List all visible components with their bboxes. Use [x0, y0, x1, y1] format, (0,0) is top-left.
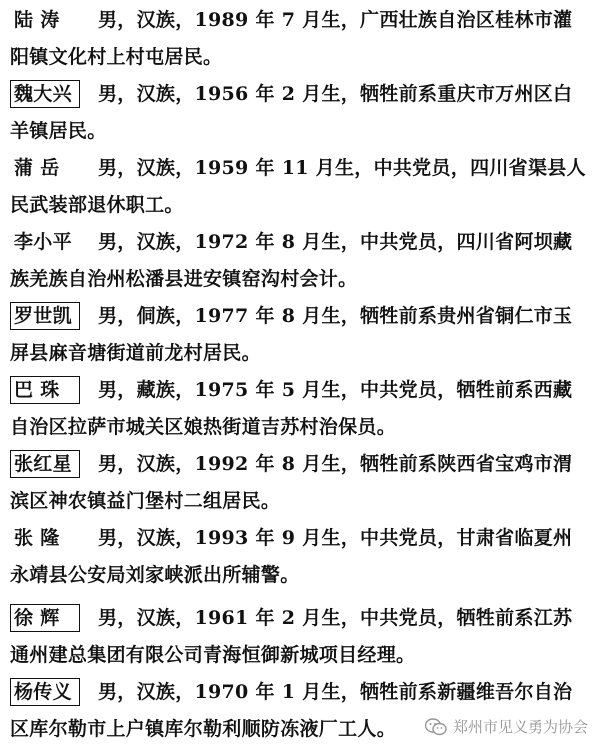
entry-text: 男，汉族，1970 年 1 月生，牺牲前系新疆维吾尔自治	[98, 681, 573, 703]
entry-text: 男，汉族，1956 年 2 月生，牺牲前系重庆市万州区白	[98, 83, 573, 105]
entry-line-2: 通州建总集团有限公司青海恒御新城项目经理。	[10, 644, 416, 666]
entry-text: 男，汉族，1972 年 8 月生，中共党员，四川省阿坝藏	[98, 231, 573, 253]
entry-line-1	[10, 674, 585, 711]
person-name: 蒲 岳	[14, 157, 60, 179]
entry	[10, 298, 585, 372]
entry-line-1	[10, 2, 585, 39]
entry-line-2: 羊镇居民。	[10, 120, 107, 142]
person-name: 罗世凯	[10, 302, 80, 330]
entry	[10, 150, 585, 224]
entry	[10, 372, 585, 446]
entry-text: 男，汉族，1993 年 9 月生，中共党员，甘肃省临夏州	[98, 527, 573, 549]
entry-line-1	[10, 224, 585, 261]
entry-line-2: 民武装部退休职工。	[10, 194, 184, 216]
entry-line-2: 区库尔勒市上户镇库尔勒利顺防冻液厂工人。	[10, 718, 397, 740]
entry-line-1	[10, 76, 585, 113]
entry-line-1	[10, 446, 585, 483]
entry-line-1	[10, 372, 585, 409]
entry-line-1	[10, 298, 585, 335]
entry-line-2: 滨区神农镇益门堡村二组居民。	[10, 490, 281, 512]
person-name: 李小平	[14, 231, 72, 253]
entry-line-2: 族羌族自治州松潘县进安镇窑沟村会计。	[10, 268, 358, 290]
person-name: 徐 辉	[10, 604, 80, 632]
person-name: 张 隆	[14, 527, 60, 549]
entry-text: 男，侗族，1977 年 8 月生，牺牲前系贵州省铜仁市玉	[98, 305, 573, 327]
person-name: 陆 涛	[14, 9, 60, 31]
entry	[10, 600, 585, 674]
wechat-icon	[425, 718, 447, 736]
entry-text: 男，汉族，1961 年 2 月生，中共党员，牺牲前系江苏	[98, 607, 573, 629]
entry-line-1	[10, 520, 585, 557]
entry	[10, 520, 585, 594]
person-name: 杨传义	[10, 678, 80, 706]
watermark	[425, 716, 588, 737]
entry-line-2: 阳镇文化村上村屯居民。	[10, 46, 223, 68]
person-name: 张红星	[10, 450, 80, 478]
entry-text: 男，藏族，1975 年 5 月生，中共党员，牺牲前系西藏	[98, 379, 573, 401]
person-name: 巴 珠	[10, 376, 80, 404]
entry-line-1	[10, 600, 585, 637]
entry	[10, 76, 585, 150]
entry-line-2: 屏县麻音塘街道前龙村居民。	[10, 342, 261, 364]
entry-text: 男，汉族，1992 年 8 月生，牺牲前系陕西省宝鸡市渭	[98, 453, 573, 475]
person-name: 魏大兴	[10, 80, 80, 108]
entry-line-1	[10, 150, 585, 187]
entry	[10, 2, 585, 76]
entry-text: 男，汉族，1959 年 11 月生，中共党员，四川省渠县人	[98, 157, 586, 179]
entry	[10, 224, 585, 298]
entry	[10, 446, 585, 520]
entry-text: 男，汉族，1989 年 7 月生，广西壮族自治区桂林市灌	[98, 9, 573, 31]
entry-line-2: 永靖县公安局刘家峡派出所辅警。	[10, 564, 300, 586]
entry-line-2: 自治区拉萨市城关区娘热街道吉苏村治保员。	[10, 416, 397, 438]
watermark-text: 郑州市见义勇为协会	[452, 718, 588, 736]
